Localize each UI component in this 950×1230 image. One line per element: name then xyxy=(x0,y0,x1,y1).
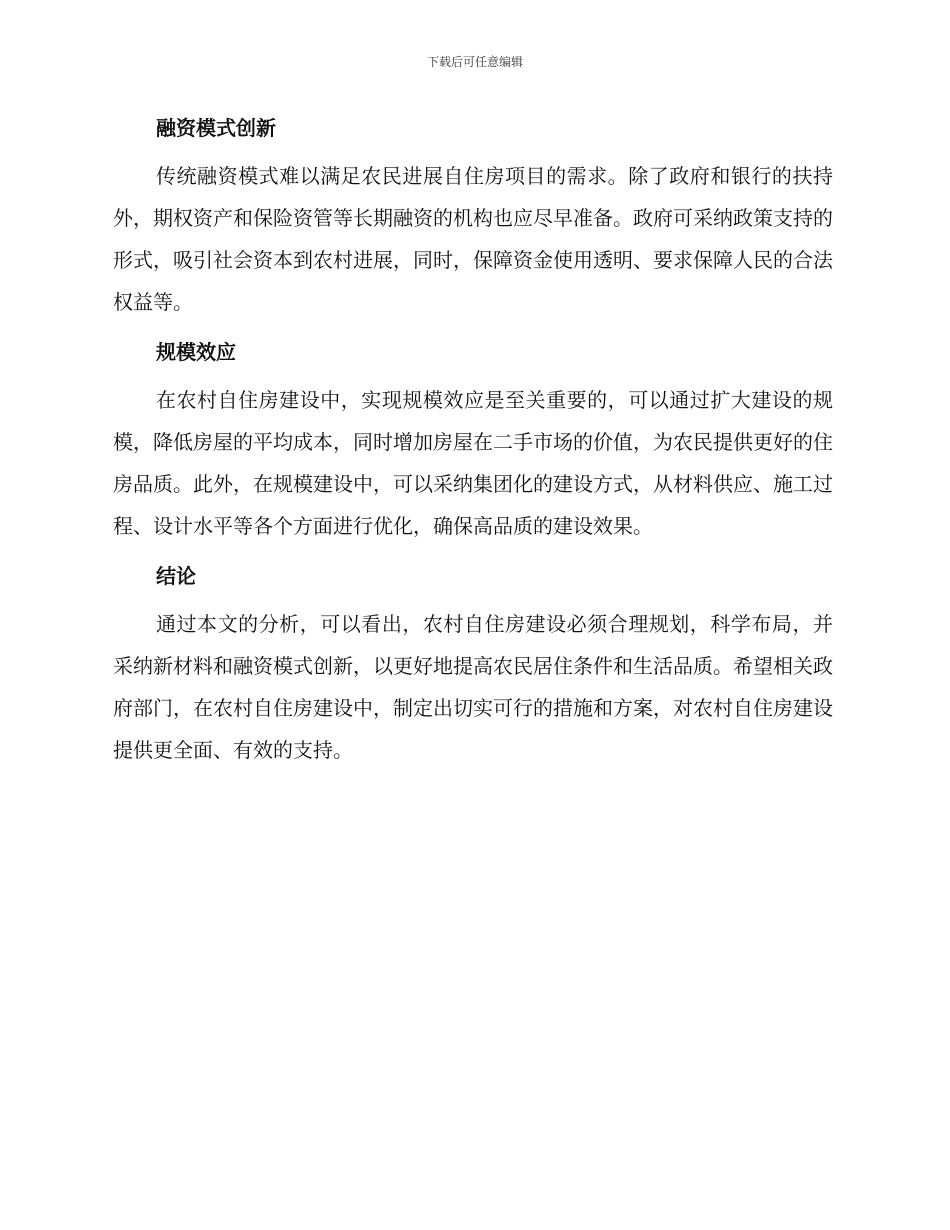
header-note: 下载后可任意编辑 xyxy=(426,55,523,69)
section-scale-effect xyxy=(113,332,833,547)
section-paragraph: 在农村自住房建设中，实现规模效应是至关重要的，可以通过扩大建设的规模，降低房屋的平均成本，同时增加房屋在二手市场的价值，为农民提供更好的住房品质。此外，在规模建设中，可以采纳集团化的建设方式，从材料供应、施工过程、设计水平等各个方面进行优化，确保高品质的建设效果。 xyxy=(113,388,833,538)
section-conclusion xyxy=(113,556,833,771)
section-heading: 结论 xyxy=(156,564,196,588)
section-paragraph: 通过本文的分析，可以看出，农村自住房建设必须合理规划，科学布局，并采纳新材料和融资模式创新，以更好地提高农民居住条件和生活品质。希望相关政府部门，在农村自住房建设中，制定出切实可行的措施和方案，对农村自住房建设提供更全面、有效的支持。 xyxy=(113,612,833,762)
section-heading: 规模效应 xyxy=(156,340,236,364)
section-heading: 融资模式创新 xyxy=(156,116,276,140)
document-content xyxy=(113,108,833,780)
section-paragraph: 传统融资模式难以满足农民进展自住房项目的需求。除了政府和银行的扶持外，期权资产和保险资管等长期融资的机构也应尽早准备。政府可采纳政策支持的形式，吸引社会资本到农村进展，同时，保障资金使用透明、要求保障人民的合法权益等。 xyxy=(113,164,833,314)
section-financing-innovation xyxy=(113,108,833,323)
